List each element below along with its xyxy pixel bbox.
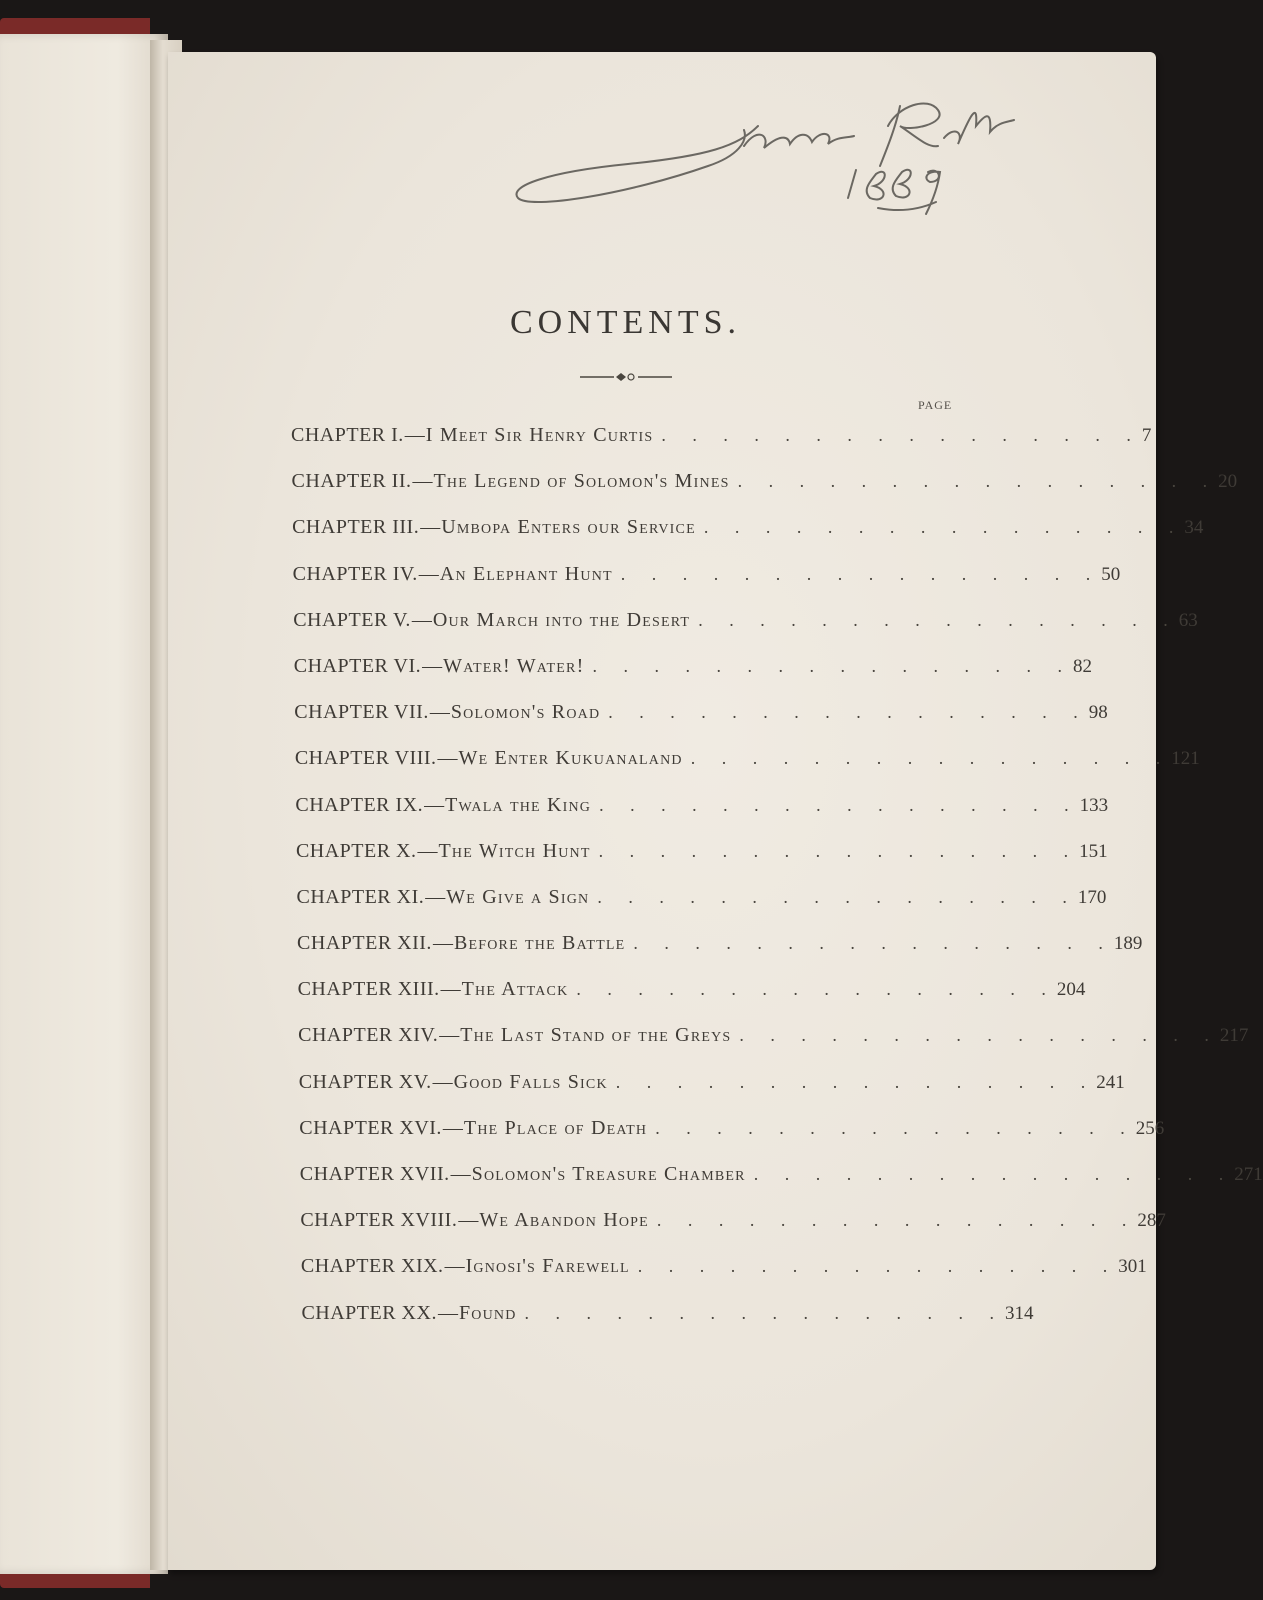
page-number: 98 [1088,702,1108,724]
dot-leader: . . . . . . . . . . . . . . . . [524,1302,1006,1323]
dash-separator: — [404,424,425,446]
contents-heading: CONTENTS. [509,304,742,341]
dash-separator: — [429,701,450,724]
chapter-title: Twala the King [445,793,592,816]
toc-row [291,597,1198,643]
dash-separator: — [439,1024,460,1047]
chapter-title: We Give a Sign [446,885,590,908]
toc-row [291,1012,1249,1058]
chapter-title: An Elephant Hunt [439,562,613,585]
dot-leader: . . . . . . . . . . . . . . . . [690,748,1172,769]
chapter-number: CHAPTER XIX. [300,1255,444,1278]
page-number: 314 [1005,1302,1034,1324]
dash-separator: — [440,978,461,1001]
toc-row [291,1105,1165,1151]
dash-separator: — [418,562,439,585]
dash-separator: — [417,839,438,862]
chapter-title: Solomon's Road [450,701,601,724]
chapter-title: The Attack [461,978,569,1001]
ornament-divider-icon [578,370,674,384]
page-number: 82 [1072,655,1092,677]
toc-row [291,643,1092,689]
dot-leader: . . . . . . . . . . . . . . . . [737,471,1219,492]
dash-separator: — [422,654,443,677]
dot-leader: . . . . . . . . . . . . . . . . [698,609,1179,630]
chapter-number: CHAPTER IX. [295,793,424,816]
toc-row [291,782,1109,828]
chapter-title: Umbopa Enters our Service [441,516,696,539]
chapter-number: CHAPTER XVII. [299,1163,450,1185]
dash-separator: — [411,608,432,631]
dot-leader: . . . . . . . . . . . . . . . . [703,517,1185,538]
chapter-number: CHAPTER XVIII. [300,1209,458,1232]
dot-leader: . . . . . . . . . . . . . . . . [599,794,1080,815]
chapter-number: CHAPTER XII. [297,932,432,955]
chapter-title: The Last Stand of the Greys [460,1024,732,1047]
chapter-title: Good Falls Sick [453,1070,608,1093]
table-of-contents [291,412,1263,1336]
dot-leader: . . . . . . . . . . . . . . . . [576,979,1057,1000]
chapter-number: CHAPTER XIII. [297,978,440,1001]
page-number: 170 [1077,886,1107,908]
dot-leader: . . . . . . . . . . . . . . . . [739,1025,1220,1046]
dash-separator: — [420,516,441,539]
page-number: 241 [1096,1071,1125,1093]
page-number: 271 [1234,1164,1263,1185]
dash-separator: — [432,932,453,955]
dash-separator: — [432,1070,453,1093]
toc-row [291,1243,1147,1289]
chapter-title: Found [458,1301,517,1324]
toc-row [291,458,1238,504]
page-number: 256 [1135,1117,1165,1139]
toc-row [291,551,1121,597]
left-page [0,34,168,1574]
chapter-number: CHAPTER III. [292,516,420,539]
chapter-number: CHAPTER X. [295,839,417,862]
page-number: 63 [1178,609,1198,631]
toc-row [291,828,1108,874]
page-number: 7 [1141,425,1152,446]
chapter-title: We Enter Kukuanaland [458,747,683,770]
chapter-title: Solomon's Treasure Chamber [471,1163,746,1185]
chapter-number: CHAPTER XX. [301,1301,437,1324]
chapter-number: CHAPTER XVI. [299,1116,442,1139]
toc-row [291,966,1086,1012]
chapter-number: CHAPTER IV. [292,562,418,585]
toc-row [291,735,1200,781]
toc-row [291,689,1108,735]
page-number: 133 [1079,794,1109,816]
page-number: 121 [1171,748,1200,770]
chapter-number: CHAPTER V. [293,608,411,631]
chapter-title: The Legend of Solomon's Mines [433,470,730,493]
page-number: 287 [1137,1210,1166,1232]
toc-row [291,1151,1263,1197]
chapter-title: Before the Battle [453,932,626,955]
page-number: 189 [1113,933,1143,955]
toc-row [291,1059,1125,1105]
toc-row [291,874,1107,920]
chapter-number: CHAPTER XI. [296,885,425,908]
dot-leader: . . . . . . . . . . . . . . . . [633,933,1114,954]
page-number: 301 [1118,1256,1147,1278]
dash-separator: — [444,1255,465,1278]
chapter-number: CHAPTER II. [291,470,412,493]
chapter-title: Our March into the Desert [432,608,691,631]
dot-leader: . . . . . . . . . . . . . . . . [615,1071,1097,1092]
dot-leader: . . . . . . . . . . . . . . . . [620,563,1102,584]
dot-leader: . . . . . . . . . . . . . . . . [753,1164,1235,1184]
dash-separator: — [442,1116,463,1139]
chapter-number: CHAPTER I. [291,424,404,446]
page-number: 50 [1101,563,1121,585]
dot-leader: . . . . . . . . . . . . . . . . [661,425,1142,445]
chapter-number: CHAPTER XIV. [298,1024,439,1047]
page-number: 20 [1218,471,1238,493]
dash-separator: — [425,885,446,908]
toc-row [291,920,1143,966]
page-number: 34 [1184,517,1204,539]
dot-leader: . . . . . . . . . . . . . . . . [637,1256,1119,1277]
handwritten-signature [508,86,1028,226]
chapter-title: We Abandon Hope [479,1209,649,1232]
dash-separator: — [412,470,433,493]
chapter-title: Ignosi's Farewell [465,1255,630,1278]
dot-leader: . . . . . . . . . . . . . . . . [598,840,1080,861]
page-number: 217 [1219,1025,1249,1047]
dash-separator: — [437,747,458,770]
page-column-label: PAGE [918,398,953,412]
dot-leader: . . . . . . . . . . . . . . . . [608,702,1089,723]
toc-row [291,412,1152,458]
chapter-title: Water! Water! [443,654,585,677]
toc-row [291,1197,1166,1243]
chapter-number: CHAPTER XV. [298,1070,432,1093]
chapter-number: CHAPTER VI. [293,654,422,677]
chapter-number: CHAPTER VIII. [294,747,437,770]
chapter-number: CHAPTER VII. [294,701,429,724]
toc-row [291,504,1204,550]
toc-row [291,1290,1034,1336]
dash-separator: — [458,1209,479,1232]
chapter-title: The Place of Death [463,1116,648,1139]
dash-separator: — [437,1301,458,1324]
dash-separator: — [424,793,445,816]
dot-leader: . . . . . . . . . . . . . . . . [592,655,1073,676]
chapter-title: I Meet Sir Henry Curtis [425,424,654,446]
dot-leader: . . . . . . . . . . . . . . . . [655,1117,1136,1138]
page-number: 204 [1056,979,1086,1001]
chapter-title: The Witch Hunt [438,839,591,862]
dash-separator: — [450,1163,471,1185]
page-number: 151 [1079,840,1108,862]
dot-leader: . . . . . . . . . . . . . . . . [656,1210,1138,1231]
dot-leader: . . . . . . . . . . . . . . . . [597,886,1078,907]
